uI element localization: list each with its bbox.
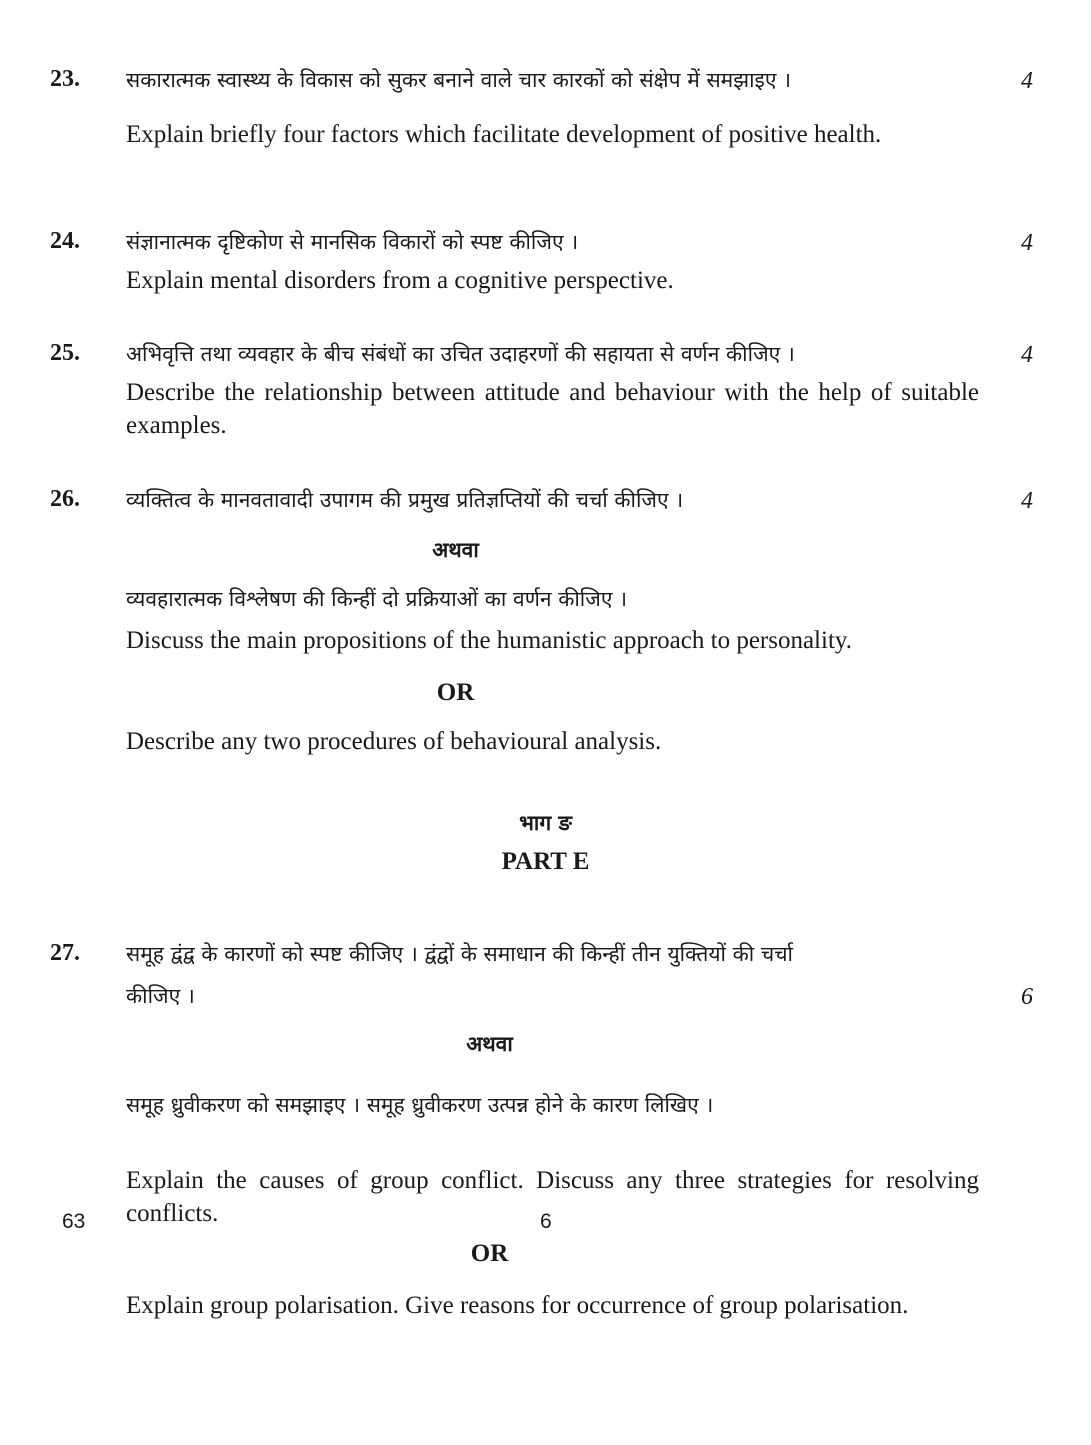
alternative-question-hindi: समूह ध्रुवीकरण को समझाइए । समूह ध्रुवीकरण उत्पन्न होने के कारण लिखिए । xyxy=(126,1093,714,1117)
question-text-english: Explain mental disorders from a cognitive perspective. xyxy=(126,267,674,294)
question-text-english: Discuss the main propositions of the humanistic approach to personality. xyxy=(126,627,853,654)
question-number: 24. xyxy=(50,228,80,254)
question-text-hindi: अभिवृत्ति तथा व्यवहार के बीच संबंधों का उचित उदाहरणों की सहायता से वर्णन कीजिए । xyxy=(126,342,795,366)
question-text-hindi-line-2: कीजिए । xyxy=(126,984,195,1008)
question-number: 27. xyxy=(50,940,80,966)
or-label-english: OR xyxy=(436,679,475,706)
question-text-english: Describe the relationship between attitude and behaviour with the help of suitable examples. xyxy=(126,379,979,439)
question-marks: 6 xyxy=(1021,984,1033,1010)
question-marks: 4 xyxy=(1021,488,1033,514)
question-marks: 4 xyxy=(1021,230,1033,256)
question-text-hindi-line-1: समूह द्वंद्व के कारणों को स्पष्ट कीजिए । द्वंद्वों के समाधान की किन्हीं तीन युक्तियों की चर्चा xyxy=(126,942,793,966)
or-label-english: OR xyxy=(470,1240,509,1267)
alternative-question-english: Explain group polarisation. Give reasons for occurrence of group polarisation. xyxy=(126,1292,909,1319)
question-number: 26. xyxy=(50,486,80,512)
page-number: 6 xyxy=(540,1210,552,1233)
question-text-hindi: संज्ञानात्मक दृष्टिकोण से मानसिक विकारों को स्पष्ट कीजिए । xyxy=(126,230,579,254)
question-marks: 4 xyxy=(1021,342,1033,368)
question-number: 25. xyxy=(50,340,80,366)
question-marks: 4 xyxy=(1021,68,1033,94)
alternative-question-hindi: व्यवहारात्मक विश्लेषण की किन्हीं दो प्रक्रियाओं का वर्णन कीजिए । xyxy=(126,587,628,611)
paper-code: 63 xyxy=(62,1210,86,1233)
question-text-english: Explain briefly four factors which facilitate development of positive health. xyxy=(126,121,882,148)
question-text-hindi: सकारात्मक स्वास्थ्य के विकास को सुकर बनाने वाले चार कारकों को संक्षेप में समझाइए । xyxy=(126,68,792,92)
or-label-hindi: अथवा xyxy=(466,1032,513,1056)
part-heading-hindi: भाग ङ xyxy=(519,811,572,835)
question-number: 23. xyxy=(50,66,80,92)
alternative-question-english: Describe any two procedures of behavioural analysis. xyxy=(126,728,662,755)
part-heading-english: PART E xyxy=(501,848,590,875)
question-text-hindi: व्यक्तित्व के मानवतावादी उपागम की प्रमुख प्रतिज्ञप्तियों की चर्चा कीजिए । xyxy=(126,488,684,512)
or-label-hindi: अथवा xyxy=(432,538,479,562)
question-text-english: Explain the causes of group conflict. Discuss any three strategies for resolving conflicts. xyxy=(126,1167,979,1227)
